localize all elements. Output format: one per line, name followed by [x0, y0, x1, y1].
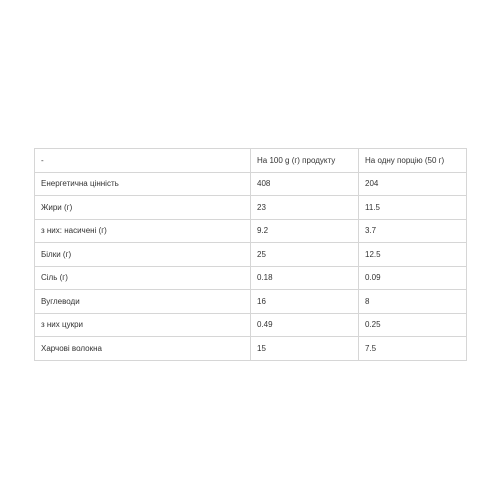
row-value-per-portion: 7.5: [359, 337, 467, 361]
row-value-per-portion: 8: [359, 290, 467, 314]
row-label: Харчові волокна: [35, 337, 251, 361]
row-label: Жири (г): [35, 196, 251, 220]
nutrition-table: [34, 148, 467, 361]
row-value-per-portion: 0.09: [359, 266, 467, 290]
table-row: [35, 172, 467, 196]
table-row: [35, 243, 467, 267]
row-value-per-100g: 16: [251, 290, 359, 314]
table-row: [35, 196, 467, 220]
row-value-per-100g: 408: [251, 172, 359, 196]
row-value-per-100g: 23: [251, 196, 359, 220]
header-cell-per-100g: На 100 g (г) продукту: [251, 149, 359, 173]
row-value-per-portion: 3.7: [359, 219, 467, 243]
row-value-per-100g: 0.49: [251, 313, 359, 337]
table-row: [35, 337, 467, 361]
table-row: [35, 266, 467, 290]
table-row: [35, 313, 467, 337]
row-label: Енергетична цінність: [35, 172, 251, 196]
row-label: Сіль (г): [35, 266, 251, 290]
row-value-per-100g: 25: [251, 243, 359, 267]
row-value-per-100g: 15: [251, 337, 359, 361]
header-cell-label: -: [35, 149, 251, 173]
row-label: з них: насичені (г): [35, 219, 251, 243]
row-value-per-100g: 9.2: [251, 219, 359, 243]
table-row: [35, 290, 467, 314]
row-label: Вуглеводи: [35, 290, 251, 314]
row-value-per-portion: 11.5: [359, 196, 467, 220]
table-row: [35, 219, 467, 243]
row-value-per-portion: 12.5: [359, 243, 467, 267]
row-label: з них цукри: [35, 313, 251, 337]
table-header-row: [35, 149, 467, 173]
row-label: Білки (г): [35, 243, 251, 267]
row-value-per-portion: 204: [359, 172, 467, 196]
row-value-per-portion: 0.25: [359, 313, 467, 337]
row-value-per-100g: 0.18: [251, 266, 359, 290]
header-cell-per-portion: На одну порцію (50 г): [359, 149, 467, 173]
